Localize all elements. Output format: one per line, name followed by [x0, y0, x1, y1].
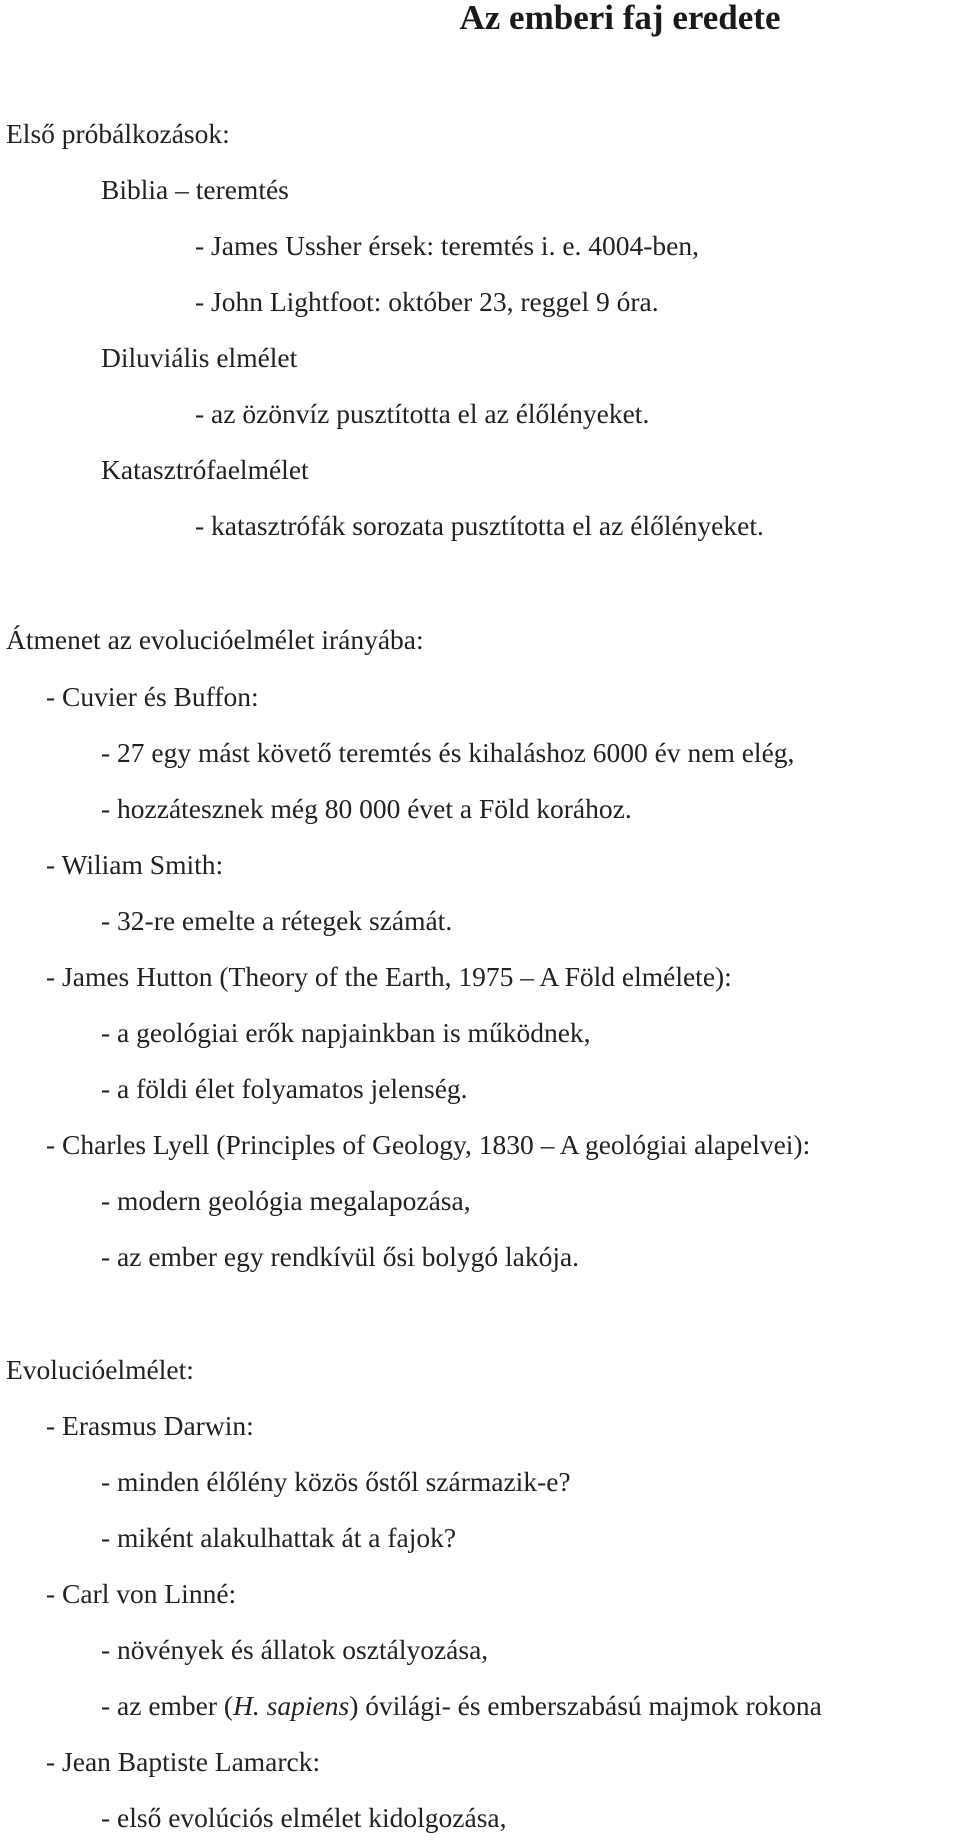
- item-linne-2-species: H. sapiens: [233, 1690, 350, 1721]
- item-hutton-1: - a geológiai erők napjainkban is működnek,: [101, 1017, 591, 1048]
- item-erasmus-2: - miként alakulhattak át a fajok?: [101, 1522, 457, 1553]
- item-lyell: - Charles Lyell (Principles of Geology, 1830 – A geológiai alapelvei):: [46, 1129, 811, 1160]
- item-linne-2-post: ) óvilági- és emberszabású majmok rokona: [349, 1690, 822, 1721]
- page-title: Az emberi faj eredete: [459, 0, 781, 37]
- item-linne-2-pre: - az ember (: [101, 1690, 234, 1721]
- item-linne: - Carl von Linné:: [46, 1578, 237, 1609]
- item-cuvier-1: - 27 egy mást követő teremtés és kihaláshoz 6000 év nem elég,: [101, 737, 795, 768]
- item-smith: - Wiliam Smith:: [46, 849, 224, 880]
- item-katasztrofa: Katasztrófaelmélet: [101, 454, 309, 485]
- section-heading-evolution: Evolucióelmélet:: [6, 1354, 194, 1385]
- item-erasmus: - Erasmus Darwin:: [46, 1410, 254, 1441]
- item-erasmus-1: - minden élőlény közös őstől származik-e?: [101, 1466, 571, 1497]
- item-ussher: - James Ussher érsek: teremtés i. e. 4004-ben,: [195, 230, 700, 261]
- item-biblia: Biblia – teremtés: [101, 174, 289, 205]
- item-linne-1: - növények és állatok osztályozása,: [101, 1634, 489, 1665]
- item-linne-2: [101, 1690, 822, 1722]
- item-lightfoot: - John Lightfoot: október 23, reggel 9 óra.: [195, 286, 659, 317]
- item-katasztrofa-desc: - katasztrófák sorozata pusztította el az élőlényeket.: [195, 510, 764, 541]
- item-cuvier: - Cuvier és Buffon:: [46, 681, 259, 712]
- item-lyell-2: - az ember egy rendkívül ősi bolygó lakója.: [101, 1241, 580, 1272]
- item-hutton: - James Hutton (Theory of the Earth, 1975 – A Föld elmélete):: [46, 961, 732, 992]
- item-cuvier-2: - hozzátesznek még 80 000 évet a Föld korához.: [101, 793, 632, 824]
- item-lamarck: - Jean Baptiste Lamarck:: [46, 1746, 321, 1777]
- item-hutton-2: - a földi élet folyamatos jelenség.: [101, 1073, 468, 1104]
- item-lamarck-1: - első evolúciós elmélet kidolgozása,: [101, 1802, 507, 1833]
- item-diluvialis: Diluviális elmélet: [101, 342, 298, 373]
- section-heading-first-attempts: Első próbálkozások:: [6, 118, 230, 149]
- section-heading-transition: Átmenet az evolucióelmélet irányába:: [6, 624, 424, 655]
- item-smith-1: - 32-re emelte a rétegek számát.: [101, 905, 453, 936]
- item-diluvialis-desc: - az özönvíz pusztította el az élőlényeket.: [195, 398, 650, 429]
- item-lyell-1: - modern geológia megalapozása,: [101, 1185, 471, 1216]
